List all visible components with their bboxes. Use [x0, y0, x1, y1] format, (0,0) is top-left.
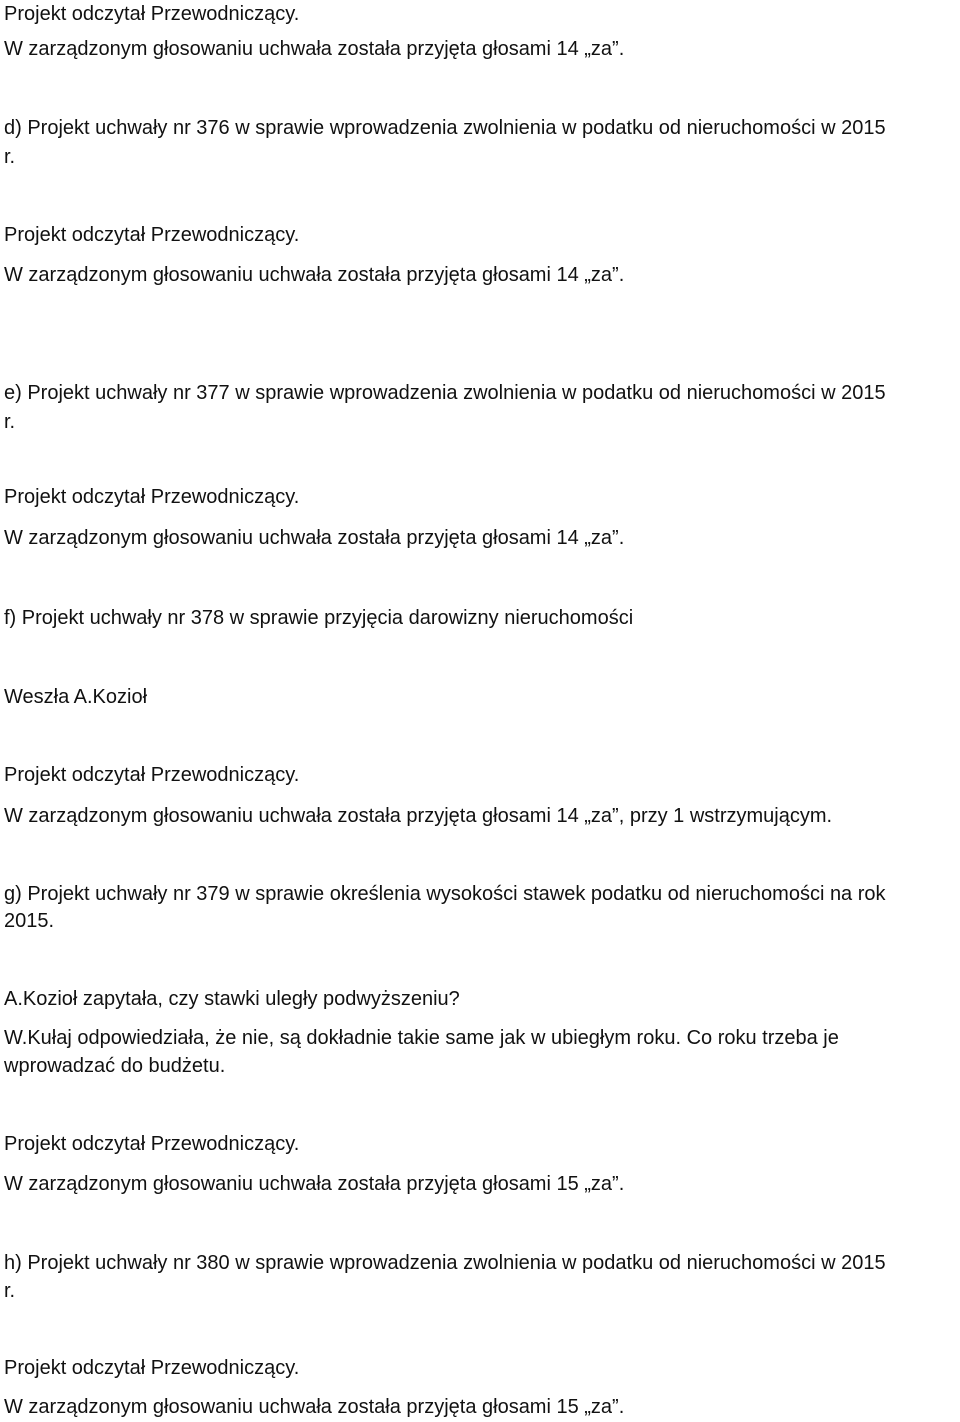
doc-line-8: r. — [4, 411, 16, 433]
doc-line-6: W zarządzonym głosowaniu uchwała została przyjęta głosami 14 „za”. — [4, 264, 625, 286]
doc-line-14: W zarządzonym głosowaniu uchwała została przyjęta głosami 14 „za”, przy 1 wstrzymującym. — [4, 805, 833, 827]
doc-line-2: W zarządzonym głosowaniu uchwała została przyjęta głosami 14 „za”. — [4, 38, 625, 60]
doc-line-24: Projekt odczytał Przewodniczący. — [4, 1357, 300, 1379]
doc-line-17: A.Kozioł zapytała, czy stawki uległy podwyższeniu? — [4, 988, 460, 1010]
doc-line-23: r. — [4, 1280, 16, 1302]
doc-line-12: Weszła A.Kozioł — [4, 686, 148, 708]
doc-line-16: 2015. — [4, 910, 55, 932]
doc-line-4: r. — [4, 146, 16, 168]
doc-line-1: Projekt odczytał Przewodniczący. — [4, 3, 300, 25]
doc-line-10: W zarządzonym głosowaniu uchwała została przyjęta głosami 14 „za”. — [4, 527, 625, 549]
doc-line-21: W zarządzonym głosowaniu uchwała została przyjęta głosami 15 „za”. — [4, 1173, 625, 1195]
doc-line-19: wprowadzać do budżetu. — [4, 1055, 226, 1077]
doc-line-20: Projekt odczytał Przewodniczący. — [4, 1133, 300, 1155]
doc-line-13: Projekt odczytał Przewodniczący. — [4, 764, 300, 786]
doc-line-11: f) Projekt uchwały nr 378 w sprawie przyjęcia darowizny nieruchomości — [4, 607, 634, 629]
doc-line-22: h) Projekt uchwały nr 380 w sprawie wprowadzenia zwolnienia w podatku od nieruchomości w 2015 — [4, 1252, 886, 1274]
doc-line-5: Projekt odczytał Przewodniczący. — [4, 224, 300, 246]
doc-line-18: W.Kułaj odpowiedziała, że nie, są dokładnie takie same jak w ubiegłym roku. Co roku trzeba je — [4, 1027, 839, 1049]
doc-line-3: d) Projekt uchwały nr 376 w sprawie wprowadzenia zwolnienia w podatku od nieruchomości w 2015 — [4, 117, 886, 139]
doc-line-7: e) Projekt uchwały nr 377 w sprawie wprowadzenia zwolnienia w podatku od nieruchomości w 2015 — [4, 382, 886, 404]
doc-line-9: Projekt odczytał Przewodniczący. — [4, 486, 300, 508]
doc-line-15: g) Projekt uchwały nr 379 w sprawie określenia wysokości stawek podatku od nieruchomości na rok — [4, 883, 886, 905]
doc-line-25: W zarządzonym głosowaniu uchwała została przyjęta głosami 15 „za”. — [4, 1396, 625, 1418]
